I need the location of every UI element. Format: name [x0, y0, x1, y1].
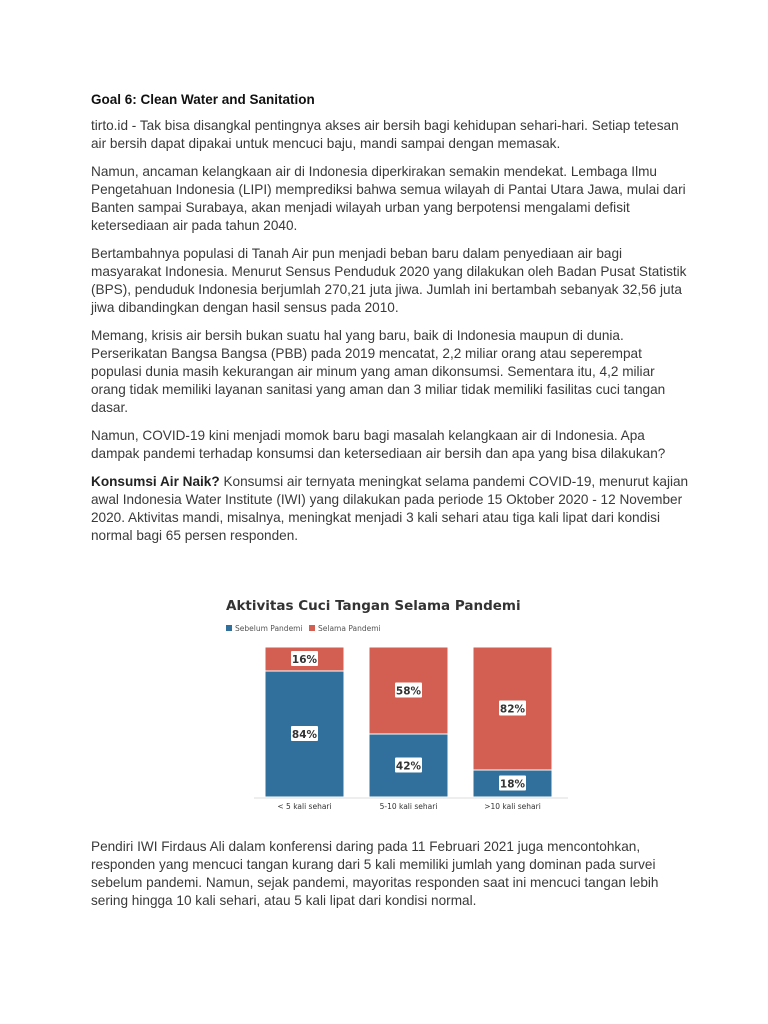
- paragraph-populasi: Bertambahnya populasi di Tanah Air pun menjadi beban baru dalam penyediaan air bagi masyarakat Indonesia. Menurut Sensus Penduduk 2020 yang dilakukan oleh Badan Pusat Statistik (BPS), penduduk Indonesia berjumlah 270,21 juta jiwa. Jumlah ini bertambah sebanyak 32,56 juta jiwa dibandingkan dengan hasil sensus pada 2010.: [91, 246, 687, 315]
- konsumsi-text: Konsumsi air ternyata meningkat selama pandemi COVID-19, menurut kajian awal Indonesia Water Institute (IWI) yang dilakukan pada periode 15 Oktober 2020 - 12 November 2020. Aktivitas mandi, misalnya, meningkat menjadi 3 kali sehari atau tiga kali lipat dari kondisi normal bagi 65 persen responden.: [91, 474, 689, 543]
- konsumsi-lead: Konsumsi Air Naik?: [91, 474, 220, 489]
- paragraph-krisis: Memang, krisis air bersih bukan suatu hal yang baru, baik di Indonesia maupun di dunia. Perserikatan Bangsa Bangsa (PBB) pada 2019 mencatat, 2,2 miliar orang atau seperempat populasi dunia masih kekurangan air minum yang aman dikonsumsi. Sementara itu, 4,2 miliar orang tidak memiliki layanan sanitasi yang aman dan 3 miliar tidak memiliki fasilitas cuci tangan dasar.: [91, 328, 666, 415]
- label-selama-1: 58%: [395, 685, 422, 698]
- chart-legend: [226, 624, 381, 633]
- paragraph-ancaman: Namun, ancaman kelangkaan air di Indonesia diperkirakan semakin mendekat. Lembaga Ilmu Pengetahuan Indonesia (LIPI) memprediksi bahwa semua wilayah di Pantai Utara Jawa, mulai dari Banten sampai Surabaya, akan menjadi wilayah urban yang berpotensi mengalami defisit ketersediaan air pada tahun 2040.: [91, 164, 686, 233]
- chart-bars: [265, 647, 552, 797]
- paragraph-closing: Pendiri IWI Firdaus Ali dalam konferensi daring pada 11 Februari 2021 juga mencontohkan, responden yang mencuci tangan kurang dari 5 kali memiliki jumlah yang dominan pada survei sebelum pandemi. Namun, sejak pandemi, mayoritas responden saat ini mencuci tangan lebih sering hingga 10 kali sehari, atau 5 kali lipat dari kondisi normal.: [91, 839, 659, 908]
- x-tick-label-0: < 5 kali sehari: [277, 802, 332, 811]
- label-sebelum-1: 42%: [395, 760, 422, 773]
- label-sebelum-0: 84%: [291, 729, 318, 741]
- x-tick-label-1: 5-10 kali sehari: [379, 802, 438, 811]
- legend-label-1: Selama Pandemi: [318, 624, 381, 633]
- section-heading: Goal 6: Clean Water and Sanitation: [91, 92, 315, 107]
- paragraph-intro: tirto.id - Tak bisa disangkal pentingnya akses air bersih bagi kehidupan sehari-hari. Setiap tetesan air bersih dapat dipakai untuk mencuci baju, mandi sampai dengan memasak.: [91, 118, 679, 151]
- article-body: [91, 92, 691, 555]
- chart-svg: [218, 590, 570, 820]
- paragraph-covid: Namun, COVID-19 kini menjadi momok baru bagi masalah kelangkaan air di Indonesia. Apa dampak pandemi terhadap konsumsi dan ketersediaan air bersih dan apa yang bisa dilakukan?: [91, 428, 666, 461]
- chart-title: Aktivitas Cuci Tangan Selama Pandemi: [226, 598, 521, 614]
- legend-label-0: Sebelum Pandemi: [235, 624, 303, 633]
- x-tick-label-2: >10 kali sehari: [484, 802, 541, 811]
- legend-swatch-1: [309, 625, 315, 631]
- label-selama-0: 16%: [291, 654, 318, 666]
- label-sebelum-2: 18%: [499, 778, 526, 791]
- handwashing-chart: [218, 590, 570, 820]
- paragraph-konsumsi: [91, 473, 691, 545]
- chart-x-labels: [277, 802, 540, 811]
- legend-swatch-0: [226, 625, 232, 631]
- article-closing: [91, 838, 691, 920]
- label-selama-2: 82%: [499, 703, 526, 716]
